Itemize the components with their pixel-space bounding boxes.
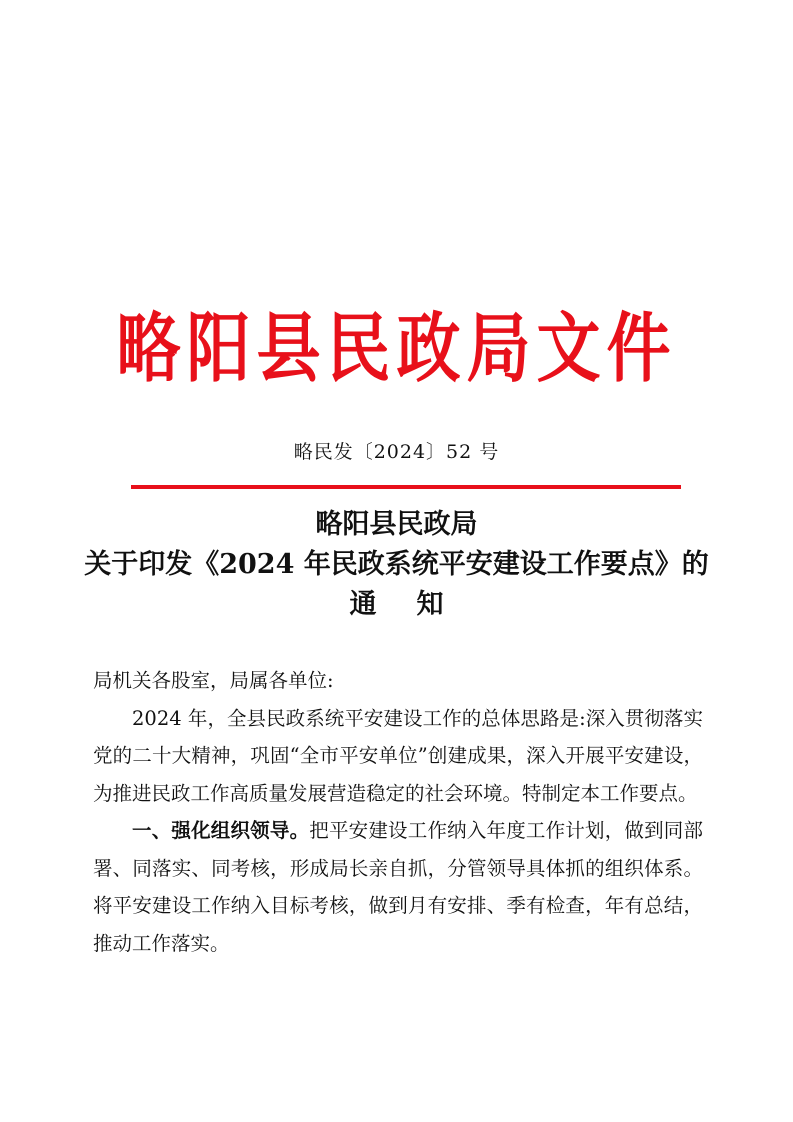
section-1-paragraph xyxy=(93,812,703,962)
salutation xyxy=(93,662,703,700)
masthead-divider xyxy=(131,485,681,489)
title-notice: 通知 xyxy=(349,589,484,620)
document-number: 略民发〔2024〕52 号 xyxy=(293,441,500,463)
title-subject: 关于印发《2024 年民政系统平安建设工作要点》的 xyxy=(84,549,709,580)
document-body xyxy=(93,662,703,962)
section-1-heading: 一、强化组织领导。 xyxy=(132,819,310,842)
section-1-body: 把平安建设工作纳入年度工作计划，做到同部署、同落实、同考核，形成局长亲自抓，分管领导具体抓的组织体系。将平安建设工作纳入目标考核，做到月有安排、季有检查，年有总结，推动工作落实。 xyxy=(93,819,703,955)
title-issuer: 略阳县民政局 xyxy=(315,509,478,540)
salutation-text: 局机关各股室，局属各单位: xyxy=(93,669,334,692)
document-masthead: 略阳县民政局文件 xyxy=(116,306,677,394)
intro-paragraph: 2024 年，全县民政系统平安建设工作的总体思路是:深入贯彻落实党的二十大精神，巩固“全市平安单位”创建成果，深入开展平安建设，为推进民政工作高质量发展营造稳定的社会环境。特制定本工作要点。 xyxy=(93,706,703,805)
